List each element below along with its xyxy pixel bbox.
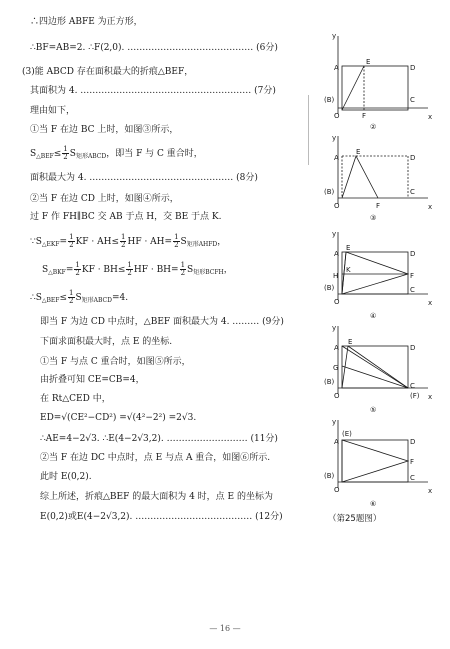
label-a: A xyxy=(334,154,339,162)
line-5: 理由如下， xyxy=(30,106,76,116)
figure-caption: （第25题图） xyxy=(328,514,382,524)
label-a: A xyxy=(334,344,339,352)
line-11: $\because S_{\triangle EKF}=$ $\frac{1}{2}$ KF · AH≤ $\frac{1}{2}$ HF · AH= $\frac{1}{2}$ $S_{矩形AHFD}$， xyxy=(30,233,227,249)
line-6: ①当 F 在边 BC 上时，如图③所示， xyxy=(30,125,179,135)
line-22: 此时 E(0,2). xyxy=(40,472,92,482)
line-10: 过 F 作 FH∥BC 交 AB 于点 H，交 BE 于点 K. xyxy=(30,212,222,222)
label-f: F xyxy=(410,272,415,280)
label-d: D xyxy=(410,64,416,72)
line-15: 下面求面积最大时，点 E 的坐标. xyxy=(40,337,173,347)
figure-6-svg xyxy=(316,416,434,512)
page-number: — 16 — xyxy=(209,624,241,633)
triangle-bef xyxy=(342,252,408,294)
label-y: y xyxy=(332,32,337,40)
label-b: (B) xyxy=(324,188,335,196)
label-c: C xyxy=(410,382,415,390)
label-c: C xyxy=(410,188,415,196)
line-20: ∴AE=4−2√3. ∴E(4−2√3,2). ……………………… (11分) xyxy=(40,434,278,444)
rectangle xyxy=(342,440,408,482)
label-y: y xyxy=(332,418,337,426)
label-y: y xyxy=(332,324,337,332)
label-b: (B) xyxy=(324,96,335,104)
line-18: 在 Rt△CED 中， xyxy=(40,394,111,404)
line-24: E(0,2)或E(4−2√3,2). ………………………………… (12分) xyxy=(40,512,283,522)
figure-4 xyxy=(316,228,434,320)
label-e: E xyxy=(346,244,351,252)
label-a: A xyxy=(334,64,339,72)
label-b: (B) xyxy=(324,378,335,386)
diag-3 xyxy=(342,366,408,388)
line-7: $S_{\triangle BEF}\le$ $\frac{1}{2}$ $S_{矩形ABCD}$，即当 F 与 C 重合时， xyxy=(30,145,203,161)
line-13: $\therefore S_{\triangle BEF}\le$ $\frac{1}{2}$ $S_{矩形ABCD}=4$. xyxy=(30,289,129,305)
label-a: A xyxy=(334,438,339,446)
line-9: ②当 F 在边 CD 上时，如图④所示， xyxy=(30,194,179,204)
figure-number: ③ xyxy=(370,214,377,220)
diag-1 xyxy=(342,346,408,388)
label-b: (B) xyxy=(324,472,335,480)
label-e: E xyxy=(356,148,361,156)
label-g: G xyxy=(333,364,339,372)
figure-number: ⑤ xyxy=(370,406,377,414)
line-12: $S_{\triangle BKF}=$ $\frac{1}{2}$ KF · BH≤ $\frac{1}{2}$ HF · BH= $\frac{1}{2}$ $S_{矩形BCFH}$， xyxy=(42,261,233,277)
label-x: x xyxy=(428,299,433,307)
diag-4 xyxy=(342,346,348,388)
figure-6 xyxy=(316,416,434,512)
label-x: x xyxy=(428,393,433,401)
label-d: D xyxy=(410,154,416,162)
line-1: ∴四边形 ABFE 为正方形， xyxy=(30,17,143,27)
label-o: O xyxy=(334,112,340,120)
line-3: (3)能 ABCD 存在面积最大的折痕△BEF， xyxy=(22,67,194,77)
label-f: F xyxy=(376,202,381,210)
label-d: D xyxy=(410,344,416,352)
line-17: 由折叠可知 CE=CB=4， xyxy=(40,375,145,385)
triangle-bef xyxy=(342,440,408,482)
label-o: O xyxy=(334,298,340,306)
label-c: C xyxy=(410,286,415,294)
figure-2-svg xyxy=(316,30,434,130)
label-y: y xyxy=(332,230,337,238)
label-e: E xyxy=(366,58,371,66)
label-e: (E) xyxy=(342,430,352,438)
label-f: F xyxy=(362,112,367,120)
diagonal xyxy=(342,66,364,110)
label-y: y xyxy=(332,134,337,142)
label-c: C xyxy=(410,474,415,482)
label-d: D xyxy=(410,438,416,446)
figure-number: ② xyxy=(370,123,377,130)
line-2: ∴BF=AB=2. ∴F(2,0). …………………………………… (6分) xyxy=(30,43,278,53)
line-19: ED=√(CE²−CD²) =√(4²−2²) =2√3. xyxy=(40,413,197,423)
line-16: ①当 F 与点 C 重合时，如图⑤所示， xyxy=(40,357,191,367)
label-o: O xyxy=(334,392,340,400)
label-f: F xyxy=(410,458,415,466)
figure-number: ⑥ xyxy=(370,500,377,508)
figure-4-svg xyxy=(316,228,434,320)
label-x: x xyxy=(428,113,433,121)
fraction-half: $\frac{1}{2}$ xyxy=(63,145,68,161)
line-8: 面积最大为 4. ………………………………………… (8分) xyxy=(30,173,258,183)
rectangle xyxy=(342,252,408,294)
label-h: H xyxy=(333,272,339,280)
figure-3-svg xyxy=(316,132,434,220)
label-o: O xyxy=(334,486,340,494)
label-b: (B) xyxy=(324,284,335,292)
label-o: O xyxy=(334,202,340,210)
line-4: 其面积为 4. ………………………………………………… (7分) xyxy=(30,86,276,96)
line-23: 综上所述，折痕△BEF 的最大面积为 4 时，点 E 的坐标为 xyxy=(40,492,273,502)
figure-3 xyxy=(316,132,434,220)
rectangle xyxy=(342,66,408,110)
label-k: K xyxy=(346,266,351,274)
line-14: 即当 F 为边 CD 中点时，△BEF 面积最大为 4. ……… (9分) xyxy=(40,317,284,327)
figure-5 xyxy=(316,322,434,414)
triangle xyxy=(342,156,378,198)
label-c: C xyxy=(410,96,415,104)
margin-rule xyxy=(308,95,309,165)
label-d: D xyxy=(410,250,416,258)
figure-2 xyxy=(316,30,434,130)
label-x: x xyxy=(428,487,433,495)
label-e: E xyxy=(348,338,353,346)
label-a: A xyxy=(334,250,339,258)
figure-number: ④ xyxy=(370,312,377,320)
line-21: ②当 F 在边 DC 中点时，点 E 与点 A 重合，如图⑥所示. xyxy=(40,453,271,463)
figure-5-svg xyxy=(316,322,434,414)
label-f: (F) xyxy=(410,392,420,400)
label-x: x xyxy=(428,203,433,211)
diag-2 xyxy=(348,346,408,388)
